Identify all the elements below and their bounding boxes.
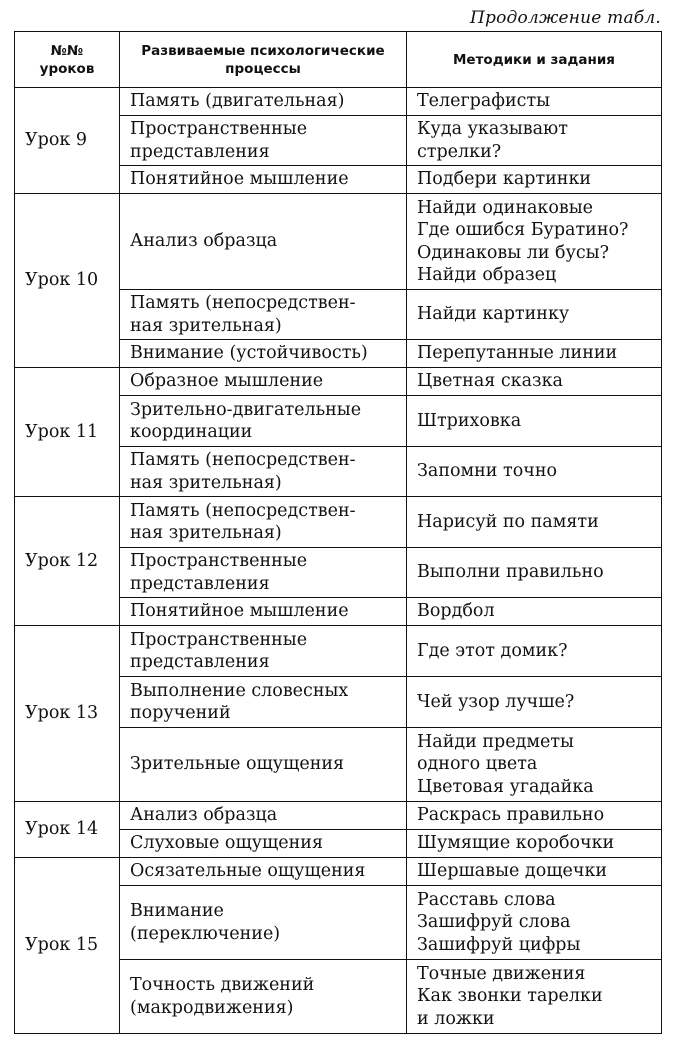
process-cell [120,116,407,166]
process-cell [120,728,407,802]
process-line: ная зрительная) [130,523,282,543]
process-line: Анализ образца [130,805,278,826]
header-processes-line: Развиваемые психологические [141,42,385,59]
process-line: представления [130,573,270,594]
process-cell [120,626,407,677]
method-line: Вордбол [417,601,495,622]
method-line: Раскрась правильно [417,805,605,826]
method-line: Чей узор лучше? [417,691,575,712]
lesson-name-cell: Урок 10 [15,194,120,368]
process-line: Память (двигательная) [130,91,345,112]
method-line: Зашифруй слова [417,912,571,933]
method-line: стрелки? [417,141,502,162]
process-cell [120,886,407,960]
method-line: Точные движения [417,963,586,984]
process-cell [120,677,407,728]
method-line: Где этот домик? [417,640,568,661]
process-line: Выполнение словесных [130,680,349,701]
table-row [15,802,662,830]
method-line: Перепутанные линии [417,343,618,364]
process-cell [120,497,407,548]
method-line: Телеграфисты [417,91,551,112]
methods-cell [407,116,662,166]
process-line: Понятийное мышление [130,601,349,622]
table-row [15,88,662,116]
header-methods [407,32,662,88]
process-line: (переключение) [130,923,281,944]
method-line: Зашифруй цифры [417,934,581,955]
table-body [15,88,662,1034]
methods-cell [407,960,662,1034]
method-line: и ложки [417,1008,495,1029]
table-row [15,858,662,886]
table-continuation-caption: Продолжение табл. [469,8,661,28]
lessons-table [14,31,662,1034]
process-line: Слуховые ощущения [130,833,324,854]
method-line: Найди предметы [417,731,574,752]
process-line: Понятийное мышление [130,169,349,190]
method-line: Где ошибся Буратино? [417,220,629,240]
process-cell [120,194,407,290]
header-lesson-line: уроков [39,60,95,77]
process-line: ная зрительная) [130,315,282,336]
process-line: Пространственные [130,551,308,571]
header-lesson-number [15,32,120,88]
methods-cell [407,626,662,677]
methods-cell [407,830,662,858]
process-cell [120,447,407,497]
methods-cell [407,166,662,194]
method-line: Запомни точно [417,461,558,482]
process-line: Память (непосредствен- [130,293,356,313]
methods-cell [407,368,662,396]
process-line: представления [130,141,270,162]
methods-cell [407,447,662,497]
process-cell [120,368,407,396]
methods-cell [407,194,662,290]
header-processes-line: процессы [225,60,301,77]
process-line: Пространственные [130,119,308,139]
methods-cell [407,802,662,830]
header-processes [120,32,407,88]
method-line: Найди одинаковые [417,197,594,218]
method-line: одного цвета [417,754,538,775]
methods-cell [407,677,662,728]
process-line: Внимание [130,901,224,921]
methods-cell [407,497,662,548]
process-line: Зрительные ощущения [130,754,345,775]
header-lesson-line: №№ [50,42,84,59]
methods-cell [407,858,662,886]
process-cell [120,340,407,368]
process-line: Точность движений [130,975,315,995]
process-cell [120,290,407,340]
process-cell [120,598,407,626]
process-line: поручений [130,703,231,723]
method-line: Выполни правильно [417,562,604,583]
process-cell [120,802,407,830]
header-methods-line: и задания [536,51,615,68]
process-cell [120,88,407,116]
methods-cell [407,290,662,340]
methods-cell [407,548,662,598]
method-line: Найди образец [417,265,557,285]
lesson-name-cell: Урок 12 [15,497,120,626]
process-cell [120,548,407,598]
process-cell [120,960,407,1034]
process-cell [120,858,407,886]
process-line: Пространственные [130,629,308,650]
process-line: координации [130,422,253,442]
method-line: Расставь слова [417,889,556,910]
lesson-name-cell: Урок 15 [15,858,120,1034]
method-line: Шершавые дощечки [417,861,608,882]
method-line: Нарисуй по памяти [417,511,599,532]
method-line: Найди картинку [417,304,570,325]
method-line: Штриховка [417,410,522,431]
header-methods-line: Методики [453,51,532,68]
process-line: ная зрительная) [130,472,282,493]
methods-cell [407,396,662,447]
process-cell [120,830,407,858]
process-line: Осязательные ощущения [130,861,366,882]
table-row [15,194,662,290]
method-line: Цветная сказка [417,371,563,392]
table-header-row [15,32,662,88]
methods-cell [407,88,662,116]
lesson-name-cell: Урок 14 [15,802,120,858]
method-line: Как звонки тарелки [417,986,603,1007]
methods-cell [407,728,662,802]
process-line: Память (непосредствен- [130,450,356,470]
method-line: Одинаковы ли бусы? [417,242,609,263]
lesson-name-cell: Урок 11 [15,368,120,497]
method-line: Подбери картинки [417,169,592,190]
methods-cell [407,886,662,960]
process-line: Образное мышление [130,371,324,392]
lesson-name-cell: Урок 9 [15,88,120,194]
method-line: Куда указывают [417,119,568,139]
table-row [15,626,662,677]
process-line: Внимание (устойчивость) [130,343,368,364]
table-row [15,497,662,548]
process-cell [120,396,407,447]
lesson-name-cell: Урок 13 [15,626,120,802]
process-cell [120,166,407,194]
method-line: Шумящие коробочки [417,833,615,854]
table-row [15,368,662,396]
process-line: Память (непосредствен- [130,500,356,521]
methods-cell [407,598,662,626]
methods-cell [407,340,662,368]
method-line: Цветовая угадайка [417,776,594,797]
process-line: Анализ образца [130,231,278,252]
process-line: Зрительно-двигательные [130,399,362,420]
process-line: представления [130,652,270,672]
process-line: (макродвижения) [130,997,294,1018]
